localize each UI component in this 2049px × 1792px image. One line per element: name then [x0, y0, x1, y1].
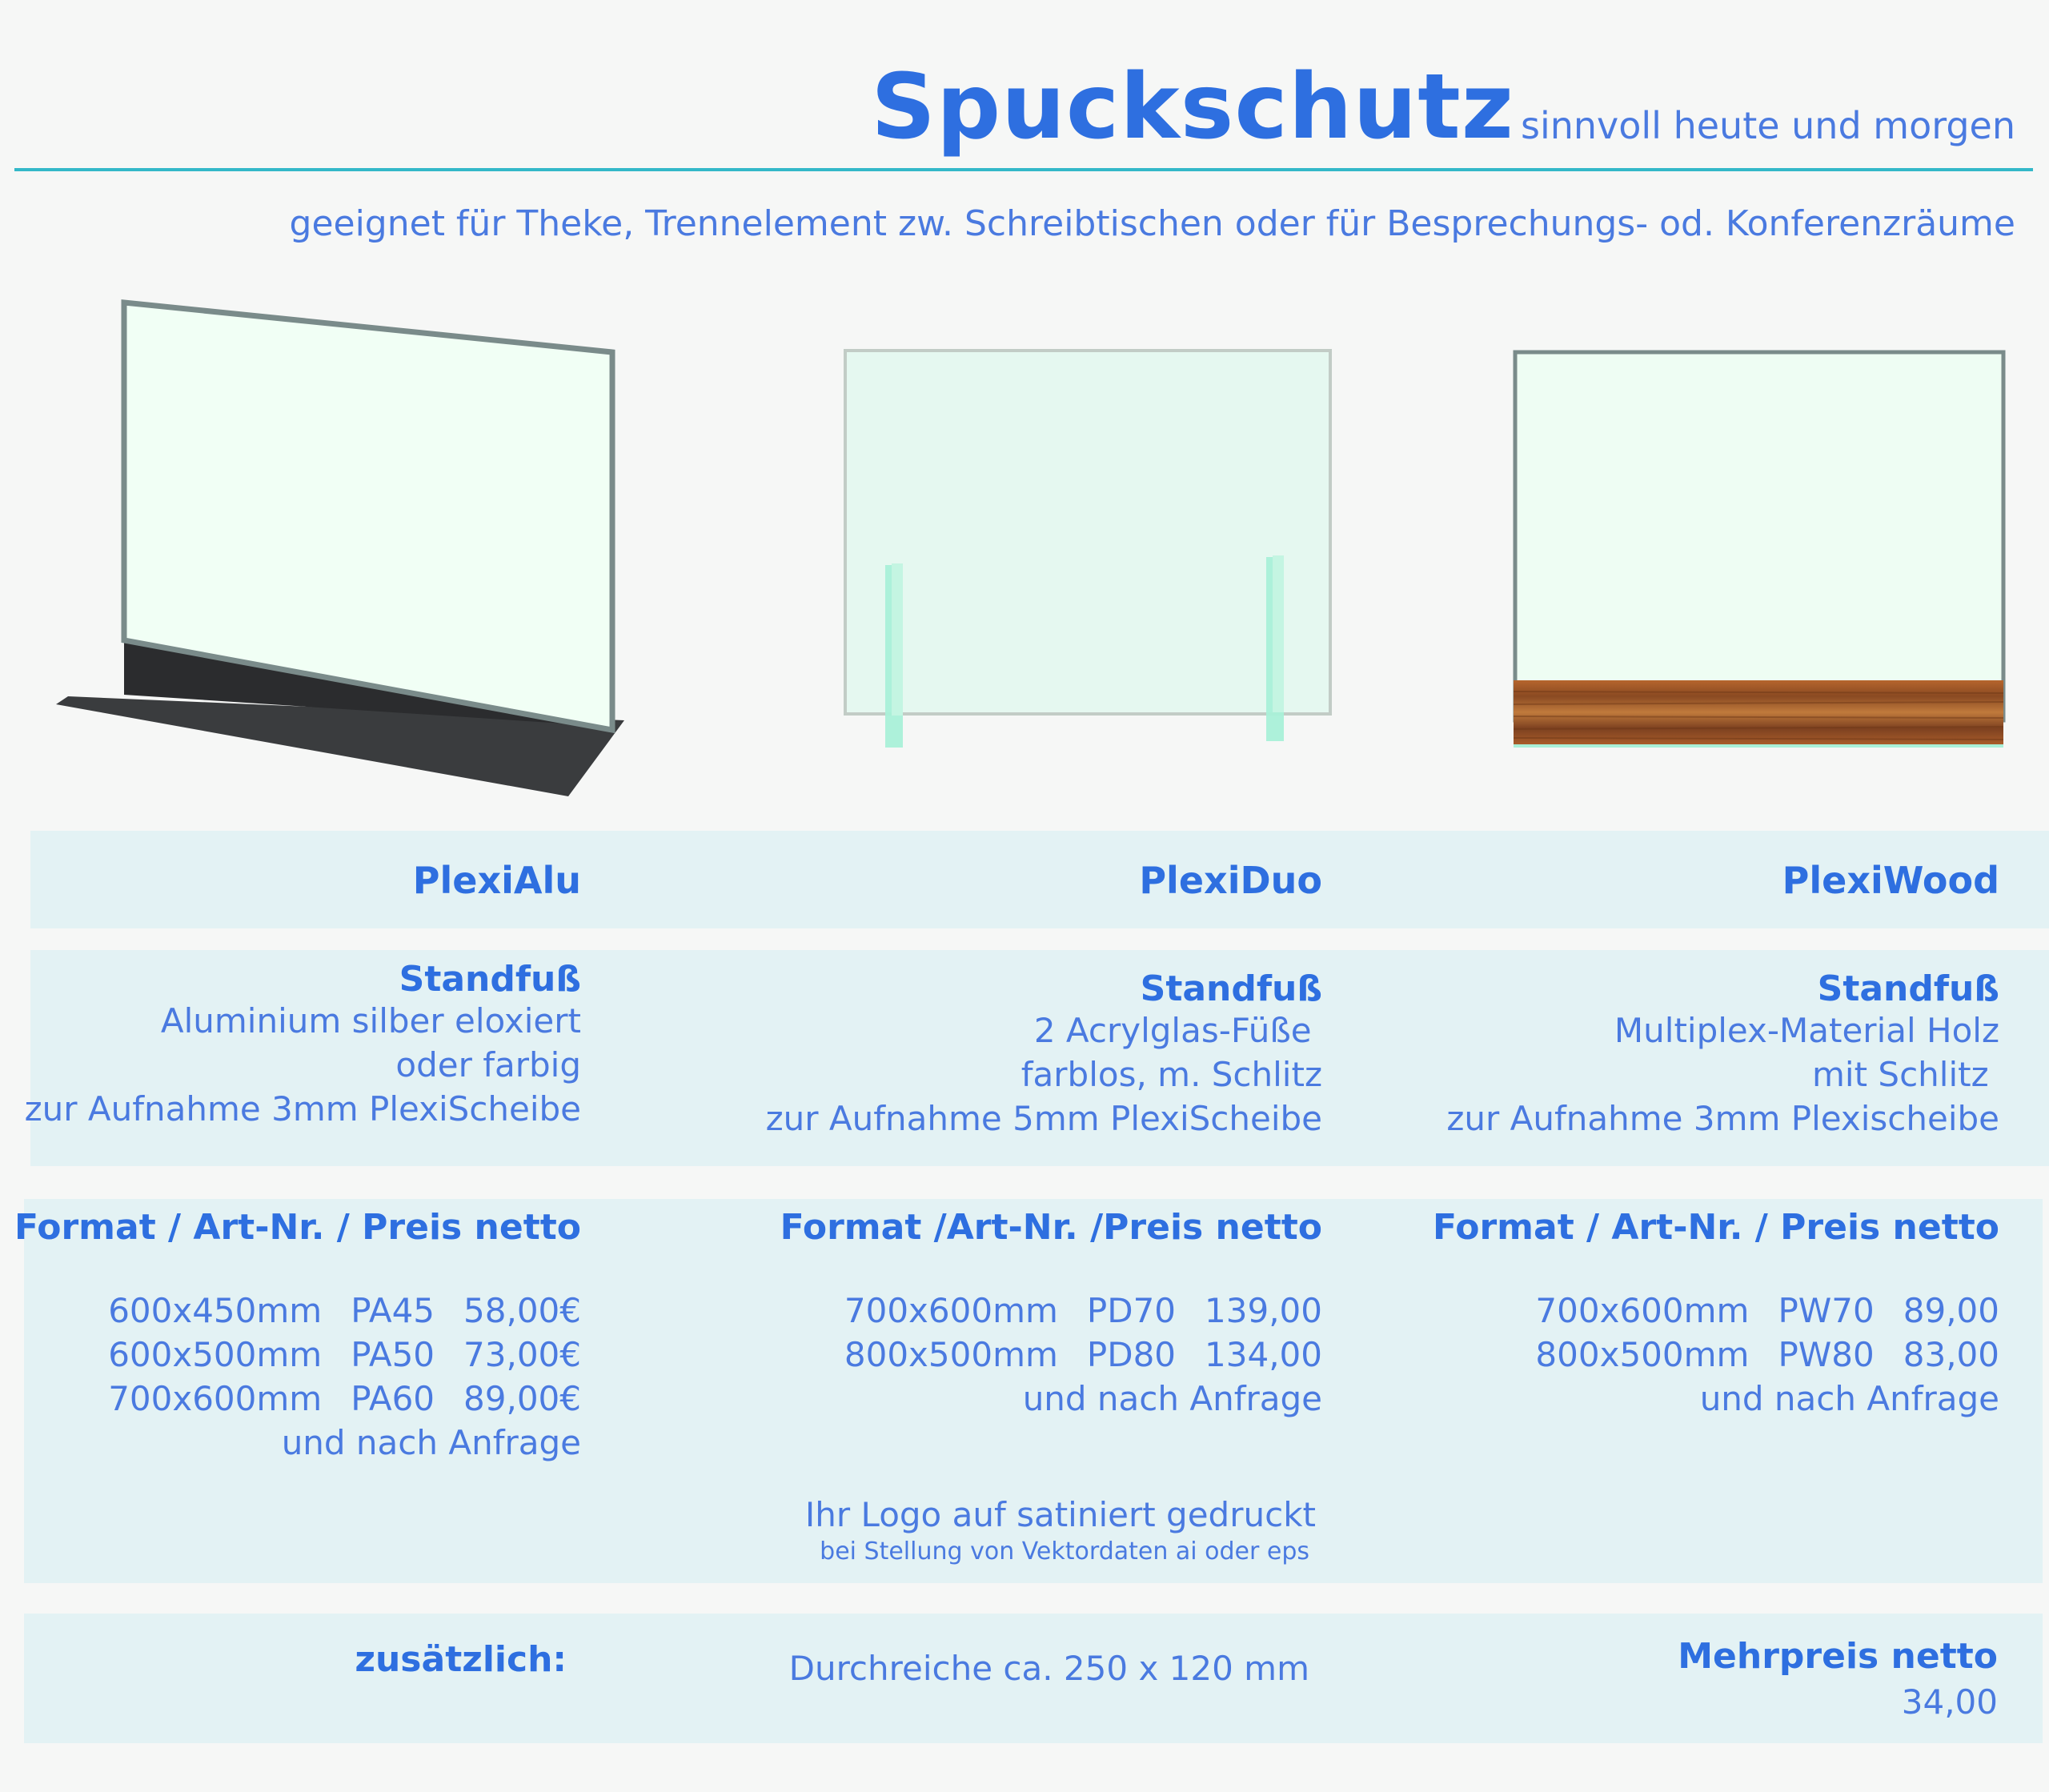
format-value: 600x450mm — [108, 1291, 323, 1330]
format-value: 700x600mm — [844, 1291, 1058, 1330]
article-number: PA45 — [351, 1291, 435, 1330]
price-value: 83,00 — [1903, 1335, 1999, 1374]
stand-section-plexiduo — [765, 968, 1322, 1141]
stand-line: Aluminium silber eloxiert — [160, 1001, 581, 1040]
article-number: PD70 — [1086, 1291, 1177, 1330]
format-value: 700x600mm — [1535, 1291, 1750, 1330]
stand-line: Multiplex-Material Holz — [1614, 1011, 1999, 1050]
header-divider — [14, 168, 2033, 171]
price-row — [780, 1333, 1322, 1377]
plexiduo-illustration — [840, 344, 1337, 752]
stand-line: zur Aufnahme 5mm PlexiScheibe — [765, 1099, 1322, 1138]
format-section-plexialu — [14, 1207, 581, 1465]
format-value: 600x500mm — [108, 1335, 323, 1374]
stand-heading: Standfuß — [399, 959, 581, 1000]
product-name-plexiduo: PlexiDuo — [1139, 859, 1322, 902]
price-value: 139,00 — [1205, 1291, 1322, 1330]
article-number: PW70 — [1778, 1291, 1875, 1330]
on-request-note: und nach Anfrage — [281, 1423, 581, 1462]
wood-base — [1514, 680, 2003, 744]
price-value: 58,00€ — [463, 1291, 581, 1330]
price-row — [780, 1289, 1322, 1333]
price-row — [14, 1289, 581, 1333]
product-names-band — [30, 831, 2049, 928]
plexi-panel — [845, 351, 1330, 714]
article-number: PD80 — [1086, 1335, 1177, 1374]
format-value: 700x600mm — [108, 1379, 323, 1418]
plexialu-illustration — [56, 288, 680, 808]
stand-line: mit Schlitz — [1812, 1055, 1999, 1094]
stand-section-plexialu — [24, 959, 581, 1131]
logo-vector-note: bei Stellung von Vektordaten ai oder eps — [820, 1537, 1309, 1565]
logo-print-note: Ihr Logo auf satiniert gedruckt — [804, 1495, 1316, 1534]
price-row — [1433, 1333, 1999, 1377]
format-section-plexiwood — [1432, 1207, 1999, 1421]
page-subtitle: sinnvoll heute und morgen — [1520, 104, 2015, 147]
stand-line: oder farbig — [395, 1045, 581, 1084]
price-row — [1433, 1289, 1999, 1333]
on-request-note: und nach Anfrage — [1699, 1379, 1999, 1418]
stand-heading: Standfuß — [1140, 968, 1322, 1009]
price-value: 89,00 — [1903, 1291, 1999, 1330]
format-value: 800x500mm — [844, 1335, 1058, 1374]
price-value: 73,00€ — [463, 1335, 581, 1374]
format-value: 800x500mm — [1535, 1335, 1750, 1374]
stand-line: farblos, m. Schlitz — [1020, 1055, 1322, 1094]
intro-text: geeignet für Theke, Trennelement zw. Schreibtischen oder für Besprechungs- od. Konferenzräume — [289, 203, 2015, 244]
article-number: PA60 — [351, 1379, 435, 1418]
format-heading: Format /Art-Nr. /Preis netto — [780, 1207, 1322, 1248]
article-number: PA50 — [351, 1335, 435, 1374]
stand-heading: Standfuß — [1817, 968, 1999, 1009]
product-name-plexialu: PlexiAlu — [412, 859, 581, 902]
plexiwood-illustration — [1511, 347, 2007, 756]
format-section-plexiduo — [780, 1207, 1322, 1421]
format-heading: Format / Art-Nr. / Preis netto — [14, 1207, 581, 1248]
extra-label: zusätzlich: — [355, 1639, 567, 1680]
extra-item: Durchreiche ca. 250 x 120 mm — [788, 1649, 1309, 1688]
extra-price: 34,00 — [1901, 1682, 1998, 1722]
price-value: 134,00 — [1205, 1335, 1322, 1374]
on-request-note: und nach Anfrage — [1022, 1379, 1322, 1418]
stand-line: 2 Acrylglas-Füße — [1033, 1011, 1322, 1050]
page-title: Spuckschutz — [871, 55, 1514, 159]
plexi-panel — [1515, 352, 2003, 720]
product-name-plexiwood: PlexiWood — [1782, 859, 1999, 902]
price-value: 89,00€ — [463, 1379, 581, 1418]
price-row — [14, 1333, 581, 1377]
article-number: PW80 — [1778, 1335, 1875, 1374]
stand-line: zur Aufnahme 3mm PlexiScheibe — [24, 1089, 581, 1129]
price-row — [14, 1377, 581, 1421]
format-heading: Format / Art-Nr. / Preis netto — [1432, 1207, 1999, 1248]
extra-price-heading: Mehrpreis netto — [1678, 1636, 1998, 1677]
stand-line: zur Aufnahme 3mm Plexischeibe — [1446, 1099, 1999, 1138]
stand-section-plexiwood — [1446, 968, 1999, 1141]
